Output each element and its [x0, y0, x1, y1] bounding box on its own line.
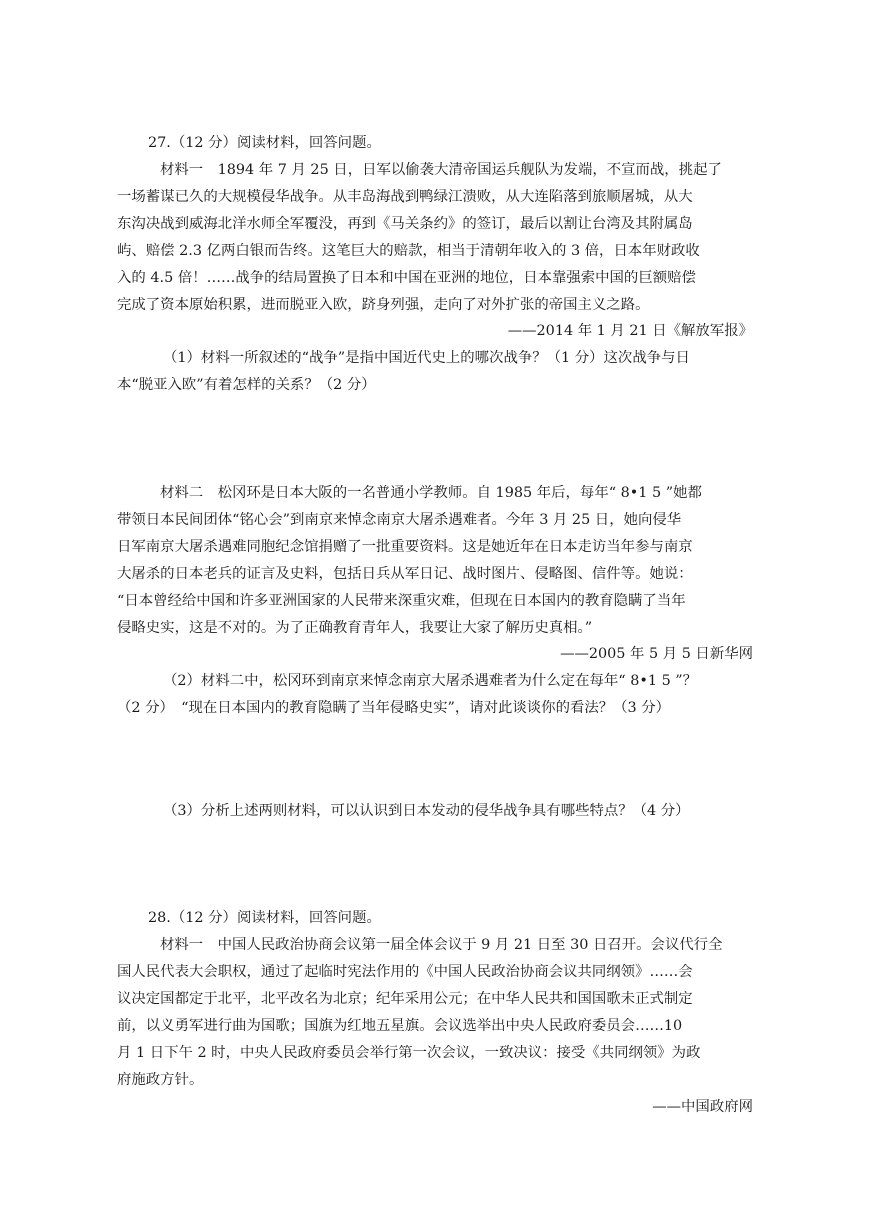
question-line: （2 分） “现在日本国内的教育隐瞒了当年侵略史实”，请对此谈谈你的看法？（3 分）: [117, 700, 671, 716]
q27-material1-line: 材料一 1894 年 7 月 25 日，日军以偷袭大清帝国运兵舰队为发端，不宣而战，挑起了: [160, 162, 722, 178]
q27-material1-line: 入的 4.5 倍！……战争的结局置换了日本和中国在亚洲的地位，日本靠强索中国的巨额赔偿: [117, 270, 696, 286]
q27-material2-line: 材料二 松冈环是日本大阪的一名普通小学教师。自 1985 年后，每年“ 8•1 5 ”她都: [160, 485, 702, 501]
q27-material2-line: 带领日本民间团体“铭心会”到南京来悼念南京大屠杀遇难者。今年 3 月 25 日，她向侵华: [117, 512, 682, 528]
q28-material1-line: 前，以义勇军进行曲为国歌；国旗为红地五星旗。会议选举出中央人民政府委员会……10: [117, 1018, 683, 1034]
q28-material1-line: 材料一 中国人民政治协商会议第一届全体会议于 9 月 21 日至 30 日召开。会议代行全: [160, 937, 723, 953]
q27-material1-line: 完成了资本原始积累，进而脱亚入欧，跻身列强，走向了对外扩张的帝国主义之路。: [117, 297, 650, 313]
q27-title: 27.（12 分）阅读材料，回答问题。: [148, 135, 381, 151]
question-line: （2）材料二中，松冈环到南京来悼念南京大屠杀遇难者为什么定在每年“ 8•1 5 ”？: [163, 673, 698, 689]
q28-material1-line: 国人民代表大会职权，通过了起临时宪法作用的《中国人民政治协商会议共同纲领》……会: [117, 964, 693, 980]
q27-material1-line: 屿、赔偿 2.3 亿两白银而告终。这笔巨大的赔款，相当于清朝年收入的 3 倍，日本年财政收: [117, 243, 700, 259]
question-line: （1）材料一所叙述的“战争”是指中国近代史上的哪次战争？（1 分）这次战争与日: [163, 350, 690, 366]
q27-material1-source: ——2014 年 1 月 21 日《解放军报》: [507, 323, 753, 339]
question-line: 本“脱亚入欧”有着怎样的关系？（2 分）: [117, 377, 376, 393]
q27-material2-line: “日本曾经给中国和许多亚洲国家的人民带来深重灾难，但现在日本国内的教育隐瞒了当年: [117, 593, 686, 609]
q28-material1-line: 府施政方针。: [117, 1072, 204, 1088]
q27-material2-line: 日军南京大屠杀遇难同胞纪念馆捐赠了一批重要资料。这是她近年在日本走访当年参与南京: [117, 539, 693, 555]
q27-material2-line: 侵略史实，这是不对的。为了正确教育青年人，我要让大家了解历史真相。”: [117, 620, 593, 636]
q28-material1-source: ——中国政府网: [652, 1099, 753, 1115]
q28-material1-line: 月 1 日下午 2 时，中央人民政府委员会举行第一次会议，一致决议：接受《共同纲领》为政: [117, 1045, 701, 1061]
q28-material1-line: 议决定国都定于北平，北平改名为北京；纪年采用公元；在中华人民共和国国歌未正式制定: [117, 991, 693, 1007]
q27-material2-source: ——2005 年 5 月 5 日新华网: [560, 646, 753, 662]
q27-question3: （3）分析上述两则材料，可以认识到日本发动的侵华战争具有哪些特点？（4 分）: [163, 803, 690, 819]
q27-material1-line: 东沟决战到威海北洋水师全军覆没，再到《马关条约》的签订，最后以割让台湾及其附属岛: [117, 216, 693, 232]
q27-material2-line: 大屠杀的日本老兵的证言及史料，包括日兵从军日记、战时图片、侵略图、信件等。她说：: [117, 566, 693, 582]
q28-title: 28.（12 分）阅读材料，回答问题。: [148, 910, 381, 926]
q27-material1-line: 一场蓄谋已久的大规模侵华战争。从丰岛海战到鸭绿江溃败，从大连陷落到旅顺屠城，从大: [117, 189, 693, 205]
